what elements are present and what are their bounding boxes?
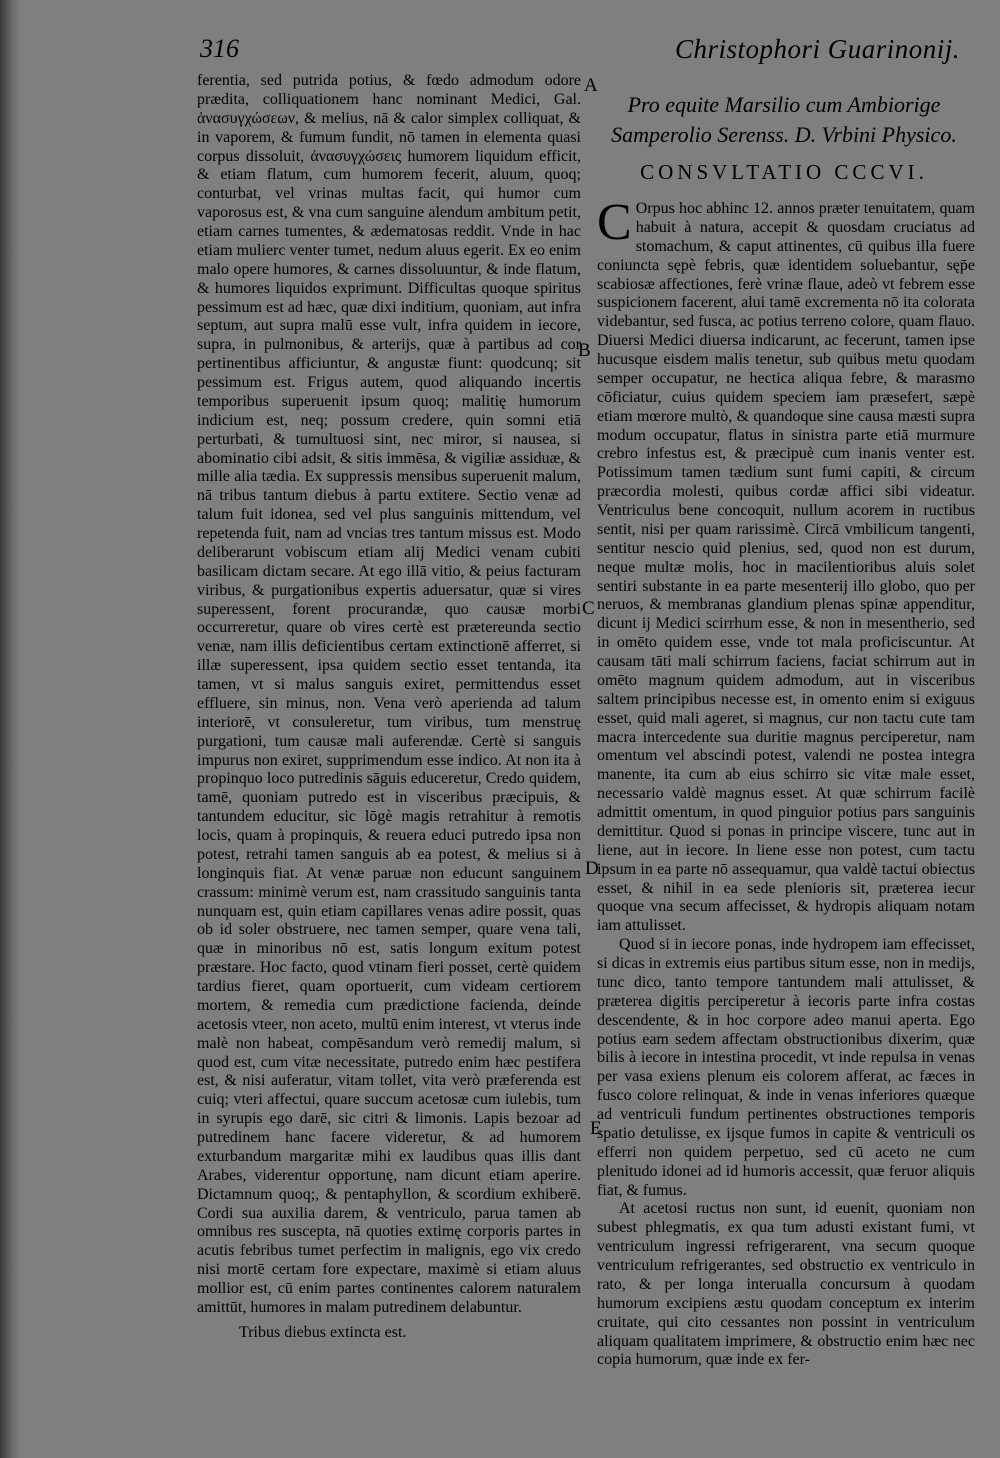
paragraph-3: At acetosi ructus non sunt, id euenit, quoniam non subest phlegmatis, ex qua tum adusti existant fumi, vt ventriculum ingressi refrigerarent, vna secum quoque ventriculum refrigerantes, sed obstructio ex ventriculo in rato, & per longa interualla concursum à quodam humorum excipiens æstu quodam conceptum ex interim cruitate, qui cito cessantes non possint in ventriculum aliquam qualitatem imprimere, & obstructio enim hæc nec copia humorum, quæ inde ex fer-: [597, 1200, 975, 1369]
closing-line: Tribus diebus extincta est.: [239, 1323, 407, 1341]
page-header: [200, 32, 960, 72]
page-gutter-shadow: [0, 0, 20, 1458]
consultation-heading: CONSVLTATIO CCCVI.: [640, 160, 928, 184]
margin-letter-d: D: [585, 858, 599, 879]
paragraph-2: Quod si in iecore ponas, inde hydropem iam effecisset, si dicas in extremis eius partibus situm esse, non in medijs, tunc dico, tanto tempore tantundem mali attulisset, & præterea digitis perciperetur à iecoris parte infra costas descendente, & in hoc corpore adeo manui aperta. Ego potius eam sedem affectam obstructionibus dixerim, quæ bilis à iecore in intestina procedit, vt inde repulsa in venas per vasa exiens plenum eis colorem afferat, ac fæces in fusco colore relinquat, & inde in venas inferiores quæque ad ventriculi fundum pertinentes obstructiones temporis spatio detulisse, ex ijsque fumos in capite & ventriculi os efferri non quidem perpetuo, sed cū aceto ne cum plenitudo idonei ad id humoris accessit, quæ feruor aliquis fiat, & fumus.: [597, 936, 975, 1199]
paragraph-1: [597, 194, 975, 936]
left-column: [197, 72, 581, 1343]
page-number: 316: [200, 34, 239, 63]
margin-letter-a: A: [584, 75, 598, 96]
margin-letter-b: B: [578, 340, 591, 361]
right-column: [597, 194, 975, 1370]
dropcap-letter: C: [597, 194, 632, 251]
consultation-title: Pro equite Marsilio cum Ambiorige Samperolio Serenss. D. Vrbini Physico.: [611, 92, 957, 147]
left-column-text: ferentia, sed putrida potius, & fœdo admodum odore prædita, colliquationem hanc nominant Medici, Gal. ἀνασυγχώσεων, & melius, nā & calor simplex colliquat, & in vaporem, & fumum fundit, nō tamen in elementa quasi corpus dissoluit, ἀνασυγχώσεις humorem liquidum efficit, & etiam flatum, cum humorem fecerit, aluum, quoq; conturbat, vel vrinas multas facit, qui humor cum vaporosus est, & vna cum sanguine alendum ambitum petit, etiam carnes tumentes, & ædematosas reddit. Vnde in hac etiam mulierc venter tumet, nedum aluus egerit. Ex eo enim malo opere humores, & carnes dissoluuntur, & inde flatum, & humores liquidos exprimunt. Difficultas quoque spiritus pessimum est ad hæc, quæ dixi inditium, quoniam, aut infra septum, aut supra malū esse vult, infra quidem in iecore, supra, in pulmonibus, & arterijs, quæ à partibus ad cor pertinentibus afficiuntur, & angustæ fiunt: quodcunq; sit pessimum est. Frigus autem, quod aliquando incertis temporibus superuenit ipsum quoq; malitię humorum indicium est, neq; possum credere, quin somni etiā perturbati, & tumultuosi sint, nec miror, si nausea, si abominatio cibi adsit, & sitis immēsa, & vigiliæ assiduæ, & mille alia tædia. Ex suppressis mensibus superuenit malum, nā tribus tantum diebus à partu extitere. Sectio venæ ad talum fuit idonea, sed vel plus sanguinis mittendum, vel repetenda fuit, nam ad vncias tres tantum missus est. Modo deliberarunt vobiscum etiam alij Medici venam cubiti basilicam dictam secare. At ego illā vitio, & peius facturam viribus, & purgationibus expertis aduersatur, quæ si vires superessent, forent procurandæ, quo causæ morbi occurreretur, quare ob vires certè est prætereunda sectio venæ, nam illis deficientibus certam extinctionē afferret, si illæ superessent, ipsa quidem sectio esset tentanda, ita tamen, vt si malus sanguis exiret, permittendus esset effluere, sin minus, non. Vena verò aperienda ad talum interiorē, vt consuleretur, tum viribus, tum menstruę purgationi, tum causæ mali auferendæ. Certè si sanguis impurus non exiret, supprimendum esse indico. At non ita à propinquo loco putredinis sāguis educeretur, Credo quidem, tamē, quoniam putredo est in visceribus præcipuis, & tantundem educitur, sic lōgè magis retrahitur à remotis locis, quam à propinquis, & reuera educi putredo ipsa non potest, retrahi tamen sanguis ab ea potest, & melius si à longinquis fiat. At venæ paruæ non educunt sanguinem crassum: minimè verum est, nam crassitudo sanguinis tanta nunquam est, quin etiam capillares venas adire possit, quas ob id soler obstruere, nec tamen semper, quare vena tali, quæ in minoribus nō est, satis longum exitum potest præstare. Hoc facto, quod vtinam fieri posset, certè quidem tardius fieret, quam oportuerit, cum videam certiorem mortem, & remedia cum prædictione facienda, deinde acetosis vteer, non aceto, multū enim interest, vt vterus inde malè non habeat, compēsandum verò remedij malum, si quod est, cum vitæ necessitate, putredo enim hæc pestifera est, & nisi auferatur, vitam tollet, vita verò præferenda est cuiq; vteri affectui, quare succum acetosæ cum iulebis, tum in syrupis ego darē, sic citri & limonis. Lapis bezoar ad putredinem hanc facere videretur, & ad humorem exturbandum margaritæ mihi ex laudibus quas illis dant Arabes, viderentur opportunę, nam dicunt etiam aperire. Dictamnum quoq;, & pentaphyllon, & scordium exhiberē. Cordi sua auxilia darem, & ventriculo, parua tamen ab omnibus res suscepta, nā quoties extimę corporis partes in acutis febribus tumet perfectim in malignis, ego vix credo nisi mortē certam fore expectare, maximè si etiam aluus mollior est, cū enim partes continentes calorem naturalem amittūt, humores in malam putredinem delabuntur.: [197, 72, 581, 1316]
margin-letter-e: E: [590, 1118, 602, 1139]
margin-letter-c: C: [582, 598, 595, 619]
running-head: Christophori Guarinonij.: [674, 34, 960, 64]
paragraph-1-text: Orpus hoc abhinc 12. annos præter tenuitatem, quam habuit à natura, accepit & quosdam cruciatus ad stomachum, & caput attinentes, cū quibus illa fuere coniuncta sępè febris, quæ identidem soluebantur, sęp̄e scabiosæ affectiones, ferè vrinæ flaue, adeò vt febrem esse suspicionem facerent, alui tamē excrementa nō ita colorata videbantur, sed fusca, ac potius terreno colore, quam flauo. Diuersi Medici diuersa indicarunt, ac fecerunt, tamen ipse hucusque eisdem malis tenetur, sub quibus metu quodam semper occupatur, ne hectica aliqua febre, & marasmo cōficiatur, cuius quidem speciem iam præsefert, sæpè etiam mœrore multò, & quandoque sine causa mæsti supra modum occupatur, flatus in sinistra parte etiā murmure crebro infestus est, & præcipuè cum inanis venter est. Potissimum tamen tædium sunt fumi capiti, & circum præcordia molesti, quibus cordæ affici sibi videatur. Ventriculus bene concoquit, nullum acorem in ructibus sentit, nisi per quam rarissimè. Circā vmbilicum tangenti, sentitur nescio quid plenius, sed, quod non est durum, neque multæ molis, hoc in macilentioribus aluis solet sentiri substante in ea parte mesenterij illo globo, quo per neruos, & membranas glandium plenas spinæ appenditur, dicunt ij Medici scirrhum esse, & non in mesentherio, sed in omēto quidem esse, vnde tot mala proficiscuntur. At causam tāti mali schirrum faciens, faciat schirrum aut in omēto magnum quidem admodum, aut in visceribus saltem principibus necesse est, in omento enim si exiguus esset, quid mali ageret, si magnus, cur non tactu cute tam macra intercedente sua duritie magnus perciperetur, nam omentum vel abscindi potest, valendi ne postea integra manente, ita cum ab eius schirro sic vitæ male esset, necessario valdè magnus esset. At quæ schirrum facilè admittit omentum, in quod pinguior potius pars sanguinis demittitur. Quod si ponas in principe viscere, tunc aut in liene, aut in iecore. In liene esse non potest, cum tactu ipsum in ea parte nō assequamur, qua valdè tactui obiectus esset, & nihil in ea sede plenioris sit, præterea iecur quoque vna secum affecisset, & hydropis aliquam notam iam attulisset.: [597, 200, 975, 935]
